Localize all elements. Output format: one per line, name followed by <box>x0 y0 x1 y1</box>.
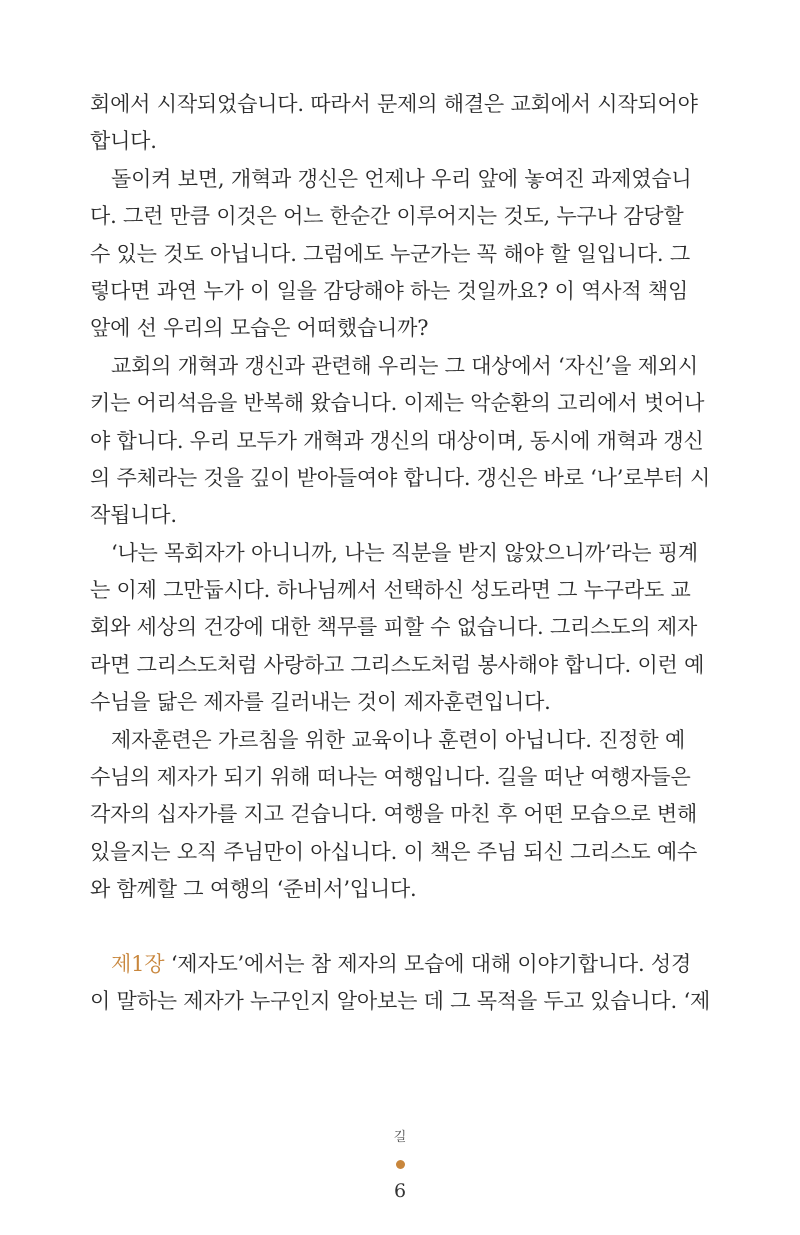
body-line: 수님의 제자가 되기 위해 떠나는 여행입니다. 길을 떠난 여행자들은 <box>90 765 691 790</box>
body-line: 수 있는 것도 아닙니다. 그럼에도 누군가는 꼭 해야 할 일입니다. 그 <box>90 241 690 266</box>
chapter-summary-line <box>90 946 692 983</box>
body-line: 각자의 십자가를 지고 걷습니다. 여행을 마친 후 어떤 모습으로 변해 <box>90 802 698 827</box>
body-line: 다. 그런 만큼 이것은 어느 한순간 이루어지는 것도, 누구나 감당할 <box>90 204 684 229</box>
body-line: ‘나는 목회자가 아니니까, 나는 직분을 받지 않았으니까’라는 핑계 <box>111 540 698 565</box>
body-line: 키는 어리석음을 반복해 왔습니다. 이제는 악순환의 고리에서 벗어나 <box>90 391 705 416</box>
running-title: 길 <box>393 1130 407 1145</box>
chapter-summary-text: ‘제자도’에서는 참 제자의 모습에 대해 이야기합니다. 성경 <box>164 951 692 976</box>
footer-dot-ornament <box>396 1160 405 1169</box>
body-line: 는 이제 그만둡시다. 하나님께서 선택하신 성도라면 그 누구라도 교 <box>90 578 691 603</box>
body-line: 야 합니다. 우리 모두가 개혁과 갱신의 대상이며, 동시에 개혁과 갱신 <box>90 428 704 453</box>
body-line: 수님을 닮은 제자를 길러내는 것이 제자훈련입니다. <box>90 690 551 715</box>
page-number: 6 <box>393 1180 407 1202</box>
body-line: 와 함께할 그 여행의 ‘준비서’입니다. <box>90 877 417 902</box>
page-body <box>90 86 711 1020</box>
body-line: 회와 세상의 건강에 대한 책무를 피할 수 없습니다. 그리스도의 제자 <box>90 615 698 640</box>
body-line: 작됩니다. <box>90 503 177 528</box>
body-line: 회에서 시작되었습니다. 따라서 문제의 해결은 교회에서 시작되어야 <box>90 92 698 116</box>
body-line: 돌이켜 보면, 개혁과 갱신은 언제나 우리 앞에 놓여진 과제였습니 <box>111 166 692 191</box>
body-line: 렇다면 과연 누가 이 일을 감당해야 하는 것일까요? 이 역사적 책임 <box>90 278 689 303</box>
body-line: 앞에 선 우리의 모습은 어떠했습니까? <box>90 316 429 341</box>
body-line: 이 말하는 제자가 누구인지 알아보는 데 그 목적을 두고 있습니다. ‘제 <box>90 988 711 1013</box>
body-line: 라면 그리스도처럼 사랑하고 그리스도처럼 봉사해야 합니다. 이런 예 <box>90 652 705 677</box>
paragraph-gap <box>90 909 682 946</box>
body-line: 합니다. <box>90 129 157 154</box>
body-line: 제자훈련은 가르침을 위한 교육이나 훈련이 아닙니다. 진정한 예 <box>111 727 686 752</box>
body-line: 교회의 개혁과 갱신과 관련해 우리는 그 대상에서 ‘자신’을 제외시 <box>111 353 698 378</box>
body-line: 있을지는 오직 주님만이 아십니다. 이 책은 주님 되신 그리스도 예수 <box>90 839 698 864</box>
chapter-reference: 제1장 <box>111 951 165 976</box>
body-line: 의 주체라는 것을 깊이 받아들여야 합니다. 갱신은 바로 ‘나’로부터 시 <box>90 465 711 490</box>
